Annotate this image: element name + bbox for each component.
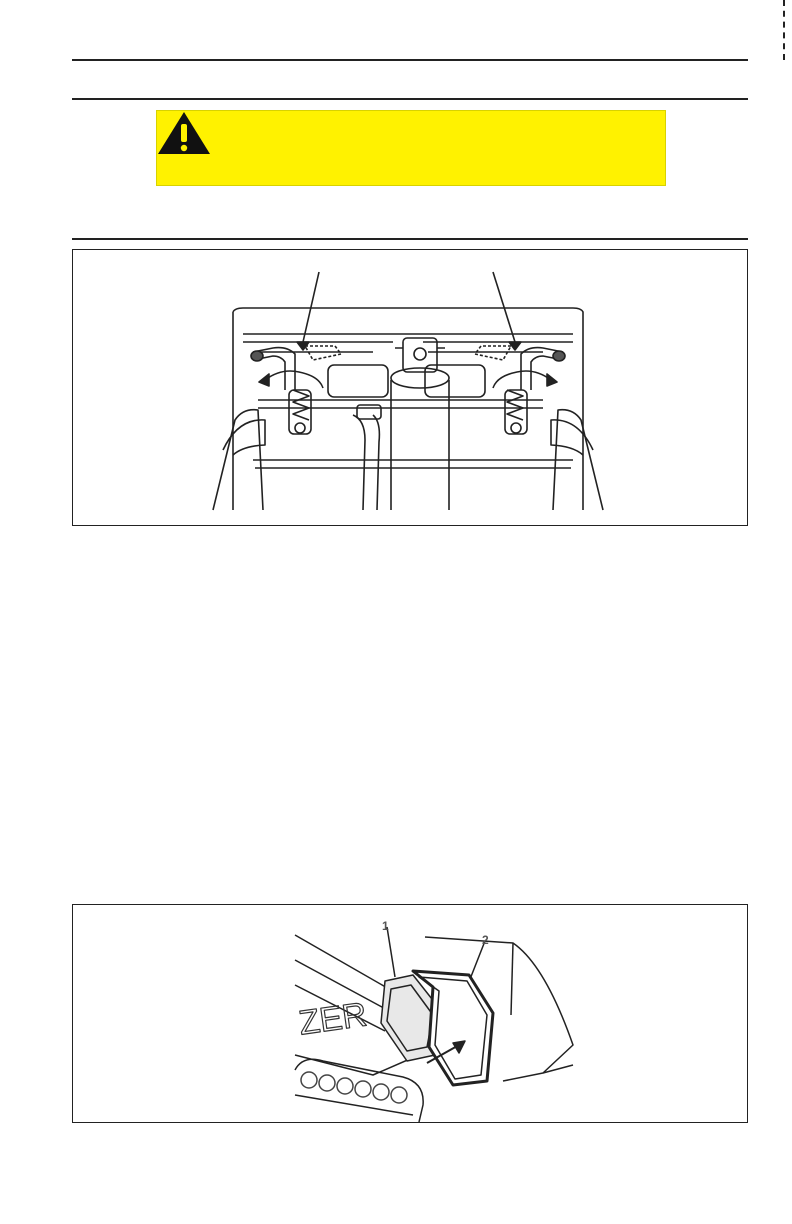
section-rule	[72, 238, 748, 240]
callout-1-label: 1	[382, 919, 389, 933]
header-rule-bottom	[72, 98, 748, 100]
callout-2-label: 2	[482, 933, 489, 947]
cut-line	[783, 0, 785, 60]
hitch-lever-illustration	[73, 250, 747, 525]
header-rule-top	[72, 59, 748, 61]
hitch-lever-figure	[72, 249, 748, 526]
svg-text:ZER: ZER	[296, 995, 370, 1043]
warning-triangle-icon	[156, 110, 212, 156]
mount-plate-figure	[72, 904, 748, 1123]
caution-banner	[156, 110, 666, 186]
mount-plate-illustration	[73, 905, 747, 1122]
